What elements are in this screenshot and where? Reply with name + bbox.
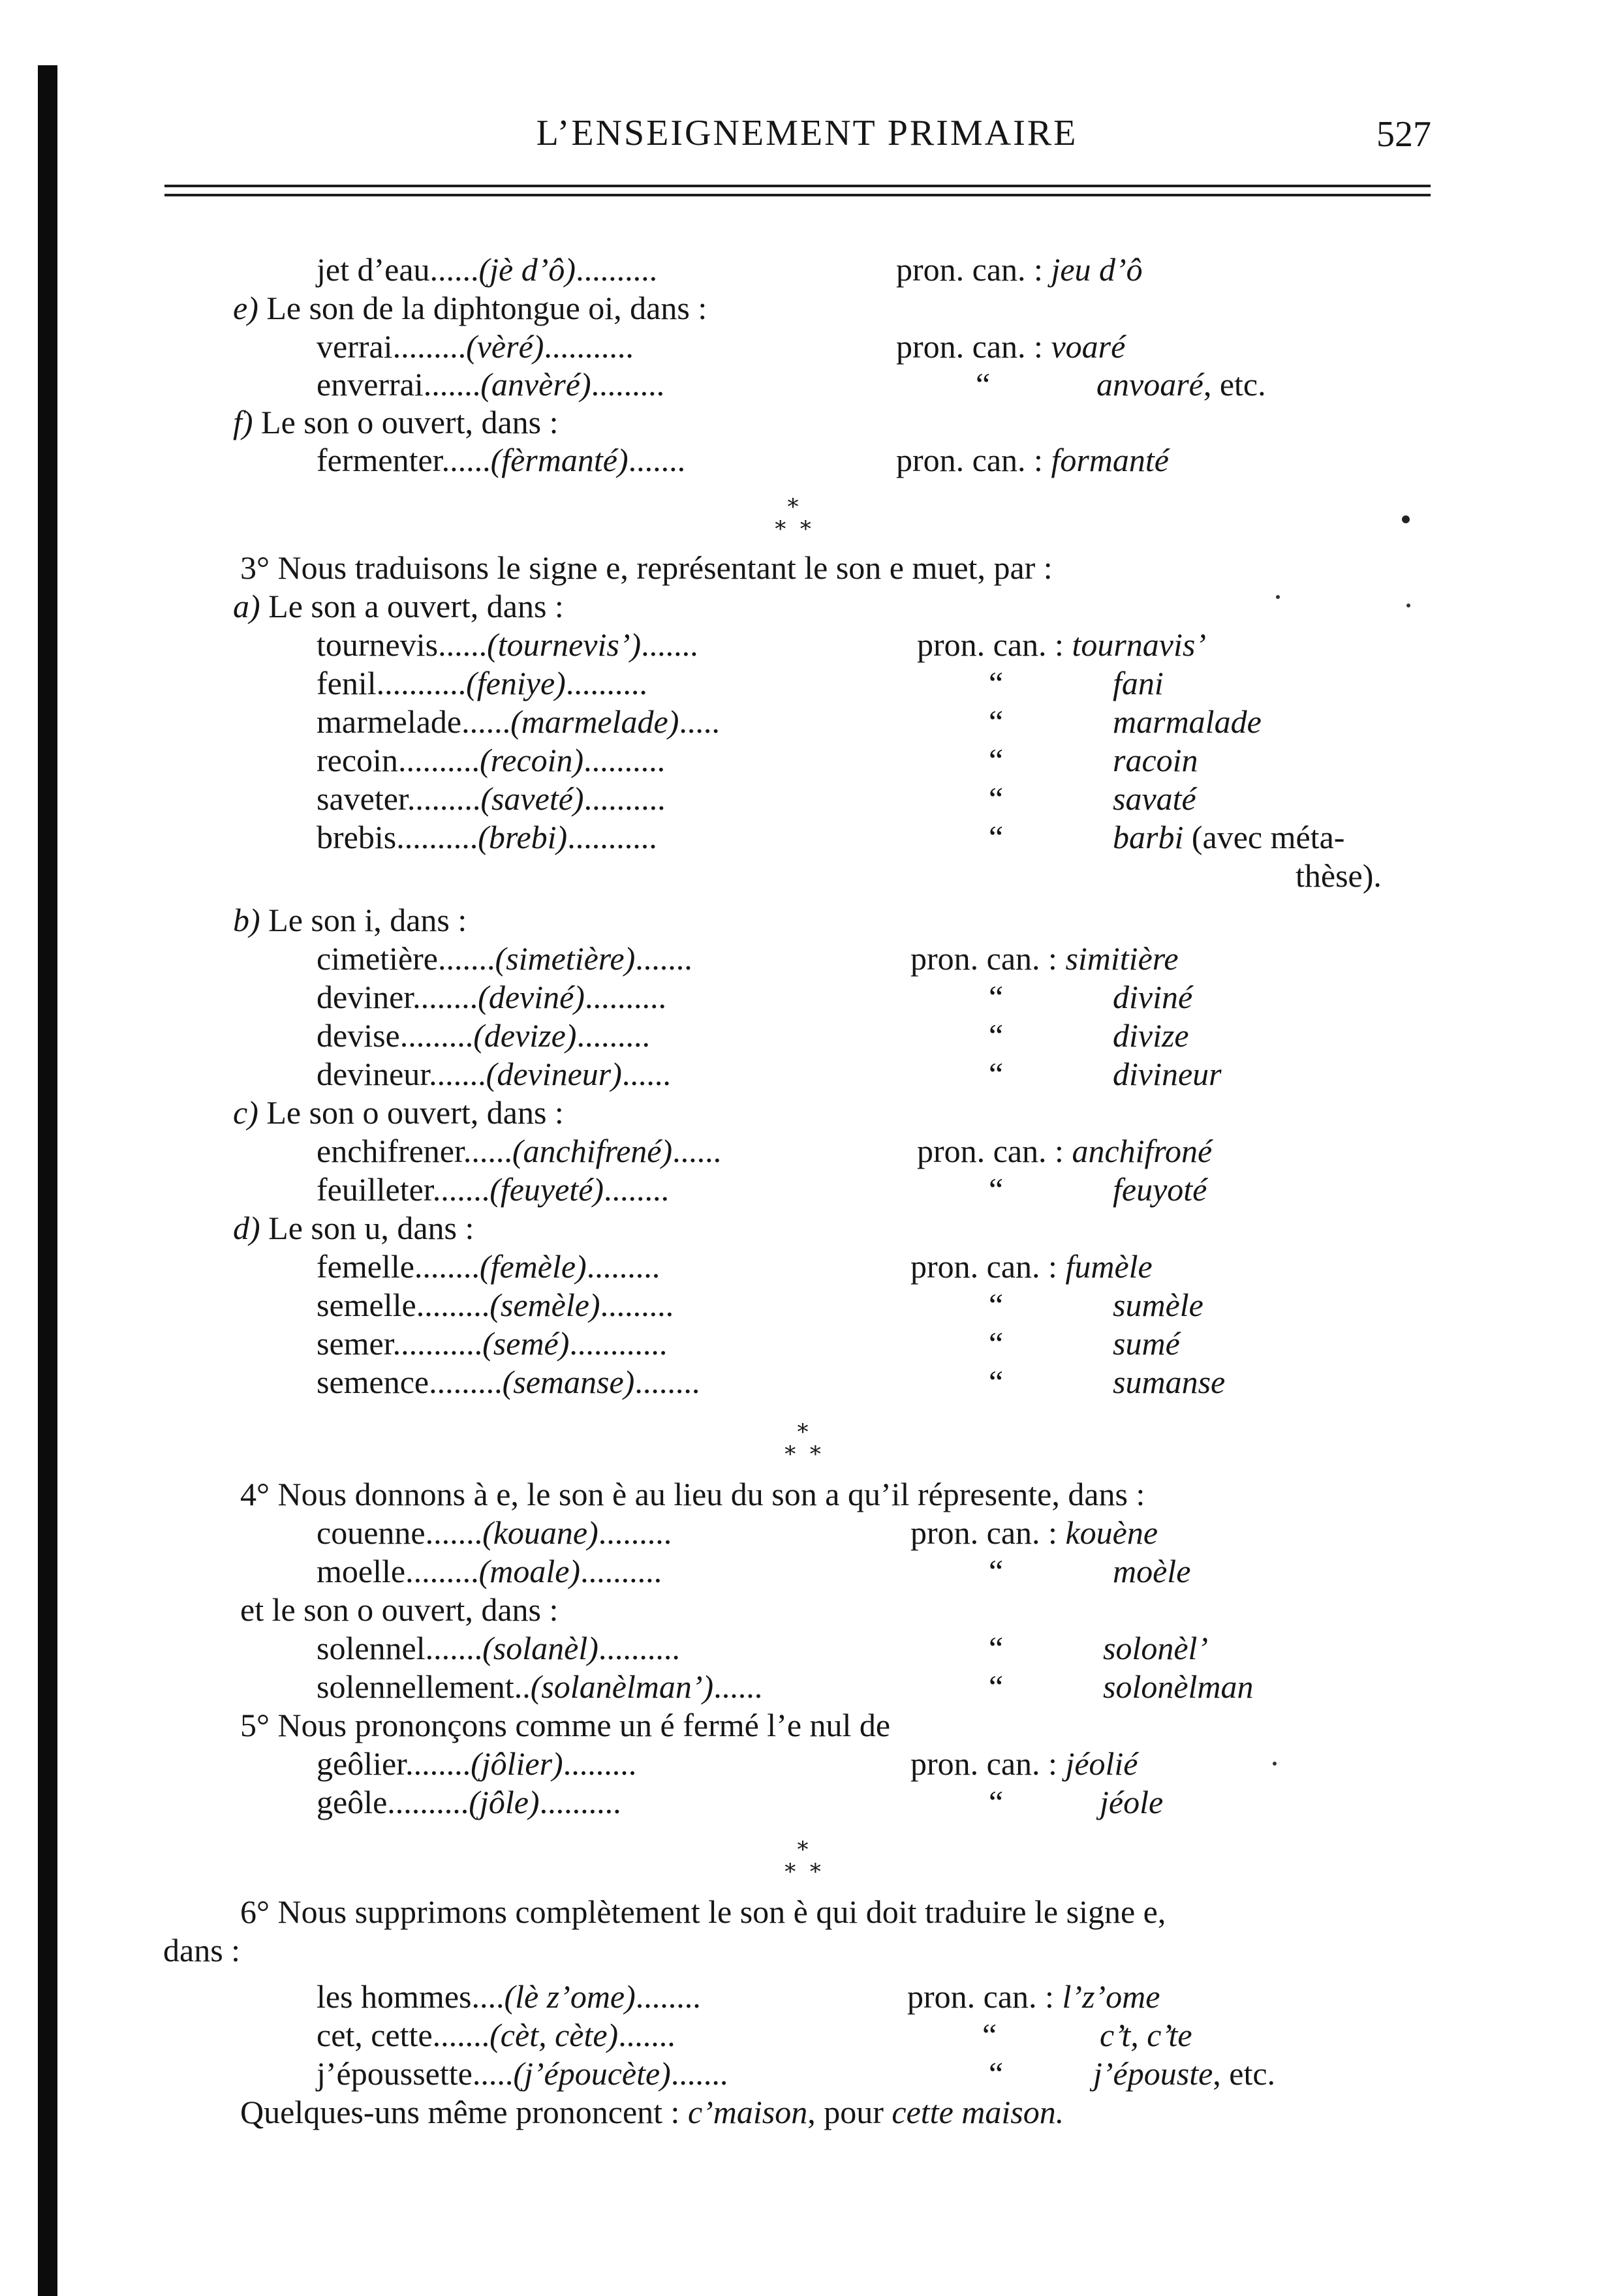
entry-row: verrai.........(vèré)........... pron. can. : voaré: [317, 328, 1126, 365]
entry-row: solennellement..(solanèlman’)...... “ solonèlman: [317, 1668, 1254, 1705]
canonical-pronunciation: pron. can. : jeu d’ô: [896, 251, 1143, 288]
asterism-separator: * * *: [775, 494, 811, 542]
closing-remark: Quelques-uns même prononcent : c’maison, pour cette maison.: [240, 2094, 1064, 2130]
asterism-separator: * * *: [784, 1419, 821, 1467]
entry-row: fenil...........(feniye).......... “ fani: [317, 665, 1164, 701]
ink-speck: [1273, 1762, 1277, 1766]
entry-continuation: thèse).: [1296, 857, 1382, 894]
header-rule: [164, 185, 1431, 187]
header-rule: [164, 194, 1431, 196]
section-heading: c) Le son o ouvert, dans :: [233, 1094, 564, 1131]
entry-row: geôle..........(jôle).......... “ jéole: [317, 1784, 1164, 1820]
entry-row: devise.........(devize)......... “ divize: [317, 1017, 1189, 1054]
section-heading: e) Le son de la diphtongue oi, dans :: [233, 290, 707, 326]
section-heading: b) Le son i, dans :: [233, 902, 467, 938]
entry-row: tournevis......(tournevis’)....... pron. can. : tournavis’: [317, 626, 1206, 663]
entry-row: [0, 250, 1614, 289]
section-heading: d) Le son u, dans :: [233, 1210, 474, 1246]
asterism-separator: * * *: [784, 1837, 821, 1885]
entry-row: cimetière.......(simetière)....... pron. can. : simitière: [317, 940, 1179, 977]
section-heading: f) Le son o ouvert, dans :: [233, 404, 559, 440]
ink-speck: [1402, 515, 1410, 523]
entry-row: semence.........(semanse)........ “ sumanse: [317, 1364, 1226, 1400]
section-heading: 5° Nous prononçons comme un é fermé l’e nul de: [240, 1707, 891, 1743]
page-header: [0, 0, 1614, 170]
entry-row: enchifrener......(anchifrené)...... pron. can. : anchifroné: [317, 1133, 1213, 1169]
ink-speck: [1406, 604, 1410, 607]
word: jet d’eau......(jè d’ô)..........: [317, 251, 658, 288]
entry-row: moelle.........(moale).......... “ moèle: [317, 1553, 1191, 1589]
entry-row: semelle.........(semèle)......... “ sumèle: [317, 1287, 1203, 1323]
page-number: 527: [1376, 114, 1431, 155]
running-title: L’ENSEIGNEMENT PRIMAIRE: [536, 113, 1078, 153]
entry-row: les hommes....(lè z’ome)........ pron. can. : l’z’ome: [317, 1978, 1160, 2015]
entry-row: devineur.......(devineur)...... “ divineur: [317, 1056, 1222, 1092]
entry-row: solennel.......(solanèl).......... “ solonèl’: [317, 1630, 1209, 1666]
entry-row: cet, cette.......(cèt, cète)....... “ c’t, c’te: [317, 2017, 1192, 2053]
entry-row: brebis..........(brebi)........... “ barbi (avec méta-: [317, 819, 1345, 855]
section-heading: 4° Nous donnons à e, le son è au lieu du son a qu’il répresente, dans :: [240, 1476, 1145, 1512]
entry-row: semer...........(semé)............ “ sumé: [317, 1325, 1180, 1362]
entry-row: marmelade......(marmelade)..... “ marmalade: [317, 703, 1262, 740]
entry-row: fermenter......(fèrmanté)....... pron. can. : formanté: [317, 442, 1169, 478]
entry-row: enverrai.......(anvèré)......... “ anvoaré, etc.: [317, 366, 1266, 403]
section-heading: 3° Nous traduisons le signe e, représentant le son e muet, par :: [240, 549, 1053, 586]
section-heading: a) Le son a ouvert, dans :: [233, 588, 564, 624]
entry-row: deviner........(deviné).......... “ diviné: [317, 979, 1193, 1015]
entry-row: couenne.......(kouane)......... pron. can. : kouène: [317, 1514, 1158, 1551]
entry-row: geôlier........(jôlier)......... pron. can. : jéolié: [317, 1745, 1138, 1782]
entry-row: saveter.........(saveté).......... “ savaté: [317, 780, 1196, 817]
section-subheading: et le son o ouvert, dans :: [240, 1591, 559, 1628]
entry-row: recoin..........(recoin).......... “ racoin: [317, 742, 1198, 778]
entry-row: femelle........(femèle)......... pron. can. : fumèle: [317, 1248, 1153, 1285]
ink-speck: [1276, 595, 1280, 599]
entry-row: j’époussette.....(j’époucète)....... “ j’épouste, etc.: [317, 2055, 1276, 2092]
entry-row: feuilleter.......(feuyeté)........ “ feuyoté: [317, 1171, 1207, 1208]
section-heading-continuation: dans :: [163, 1932, 241, 1968]
section-heading: 6° Nous supprimons complètement le son è qui doit traduire le signe e,: [240, 1893, 1166, 1930]
